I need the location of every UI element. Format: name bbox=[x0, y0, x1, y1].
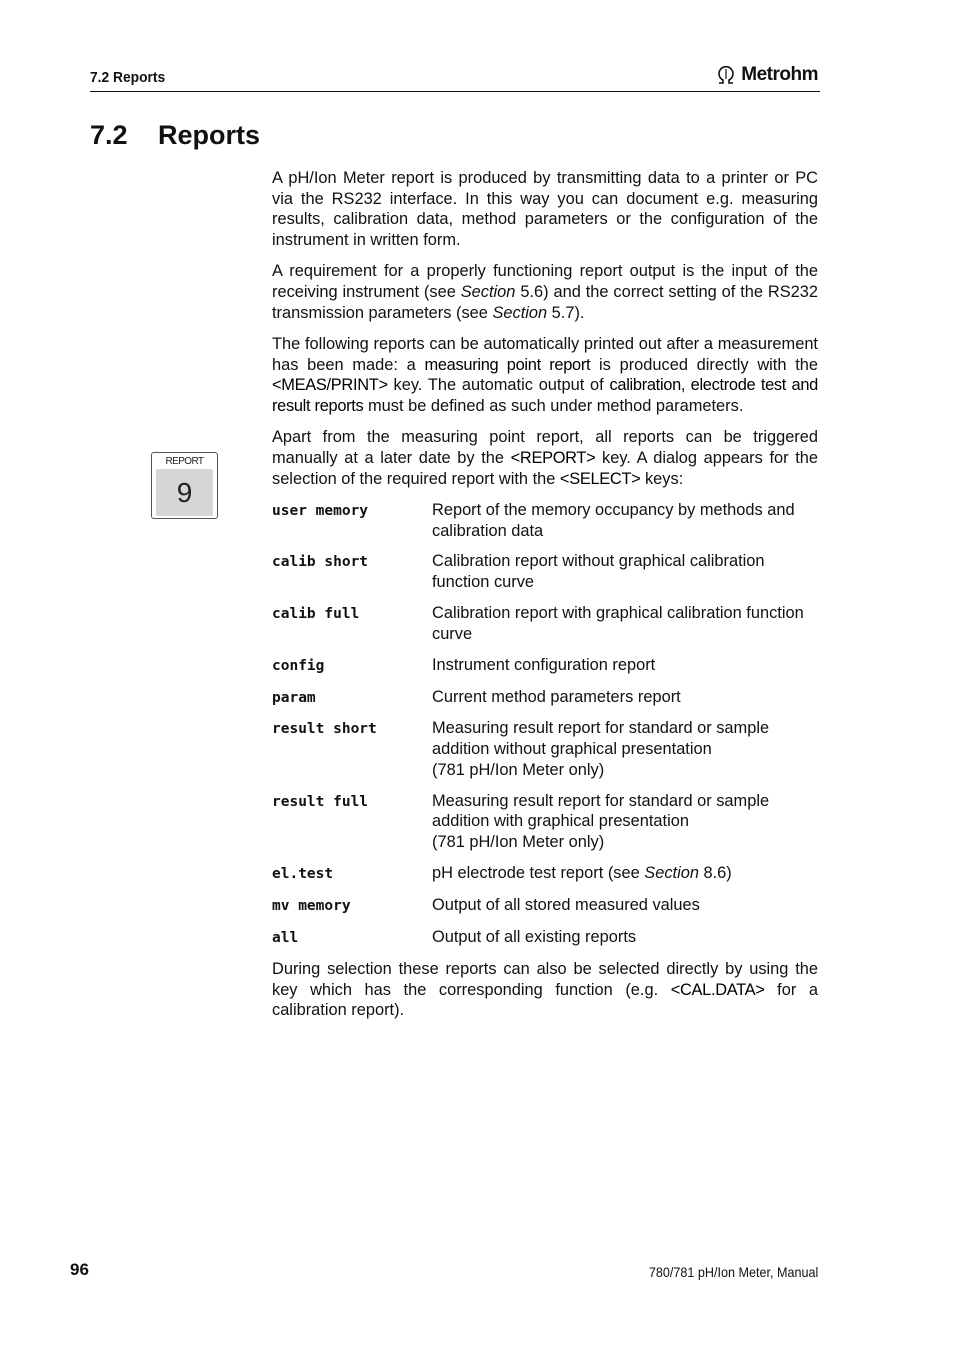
report-code: calib full bbox=[272, 606, 360, 623]
report-code: all bbox=[272, 929, 299, 946]
report-code: user memory bbox=[272, 502, 369, 519]
report-code: mv memory bbox=[272, 897, 351, 914]
header-section-title: 7.2 Reports bbox=[90, 69, 166, 86]
report-list bbox=[272, 500, 818, 949]
report-code: result full bbox=[272, 793, 369, 810]
report-code: result short bbox=[272, 721, 377, 738]
paragraph-manual: Apart from the measuring point report, all reports can be triggered manually at a later date by the <REPORT> key. A dialog appears for the selection of the required report with the <SELECT> keys: bbox=[272, 428, 818, 488]
brand-logo bbox=[715, 64, 818, 86]
list-item bbox=[272, 687, 818, 709]
report-description: Calibration report with graphical calibration function curve bbox=[432, 604, 804, 643]
page-number: 96 bbox=[70, 1260, 89, 1279]
section-number: 7.2 bbox=[90, 120, 128, 150]
list-item bbox=[272, 791, 818, 853]
list-item bbox=[272, 863, 818, 885]
report-description: pH electrode test report (see Section 8.6) bbox=[432, 864, 732, 882]
manual-title: 780/781 pH/Ion Meter, Manual bbox=[648, 1264, 818, 1280]
report-description: Current method parameters report bbox=[432, 687, 681, 706]
brand-name: Metrohm bbox=[741, 64, 818, 85]
paragraph-direct-selection: During selection these reports can also be selected directly by using the key which has the corresponding function (e.g. <CAL.DATA> for a calibration report). bbox=[272, 959, 818, 1020]
report-code: config bbox=[272, 657, 325, 674]
report-description: Output of all existing reports bbox=[432, 927, 637, 946]
list-item bbox=[272, 655, 818, 677]
report-description: Report of the memory occupancy by methods and calibration data bbox=[432, 500, 795, 540]
report-code: calib short bbox=[272, 554, 369, 571]
report-code: param bbox=[272, 689, 316, 706]
main-content bbox=[272, 168, 818, 1032]
paragraph-intro: A pH/Ion Meter report is produced by transmitting data to a printer or PC via the RS232 interface. In this way you can document e.g. measuring results, calibration data, method parameters or the configuration of the instrument in written form. bbox=[272, 169, 818, 250]
list-item bbox=[272, 603, 818, 644]
list-item bbox=[272, 551, 818, 592]
metrohm-omega-logo-icon bbox=[715, 65, 737, 85]
list-item bbox=[272, 895, 818, 917]
list-item bbox=[272, 927, 818, 949]
page-title bbox=[90, 120, 260, 151]
report-description: Output of all stored measured values bbox=[432, 895, 700, 914]
report-description: Instrument configuration report bbox=[432, 655, 656, 674]
section-title: Reports bbox=[158, 120, 261, 150]
key-label: REPORT bbox=[165, 456, 204, 467]
paragraph-automatic: The following reports can be automatically printed out after a measurement has been made: a measuring point report is produced directly with the <MEAS/PRINT> key. The automatic output of calibration, electrode test and result reports must be defined as such under method parameters. bbox=[272, 334, 818, 416]
key-value: 9 bbox=[156, 469, 213, 516]
list-item bbox=[272, 718, 818, 780]
report-description: Measuring result report for standard or sample addition without graphical presentation (781 pH/Ion Meter only) bbox=[432, 719, 770, 779]
report-description: Measuring result report for standard or sample addition with graphical presentation (781 pH/Ion Meter only) bbox=[432, 791, 770, 852]
report-description: Calibration report without graphical calibration function curve bbox=[432, 552, 765, 592]
report-code: el.test bbox=[272, 866, 334, 882]
list-item bbox=[272, 500, 818, 541]
report-key-icon bbox=[151, 452, 218, 519]
header-divider bbox=[90, 91, 820, 92]
paragraph-requirement: A requirement for a properly functioning report output is the input of the receiving instrument (see Section 5.6) and the correct setting of the RS232 transmission parameters (see Section 5.7). bbox=[272, 262, 818, 322]
